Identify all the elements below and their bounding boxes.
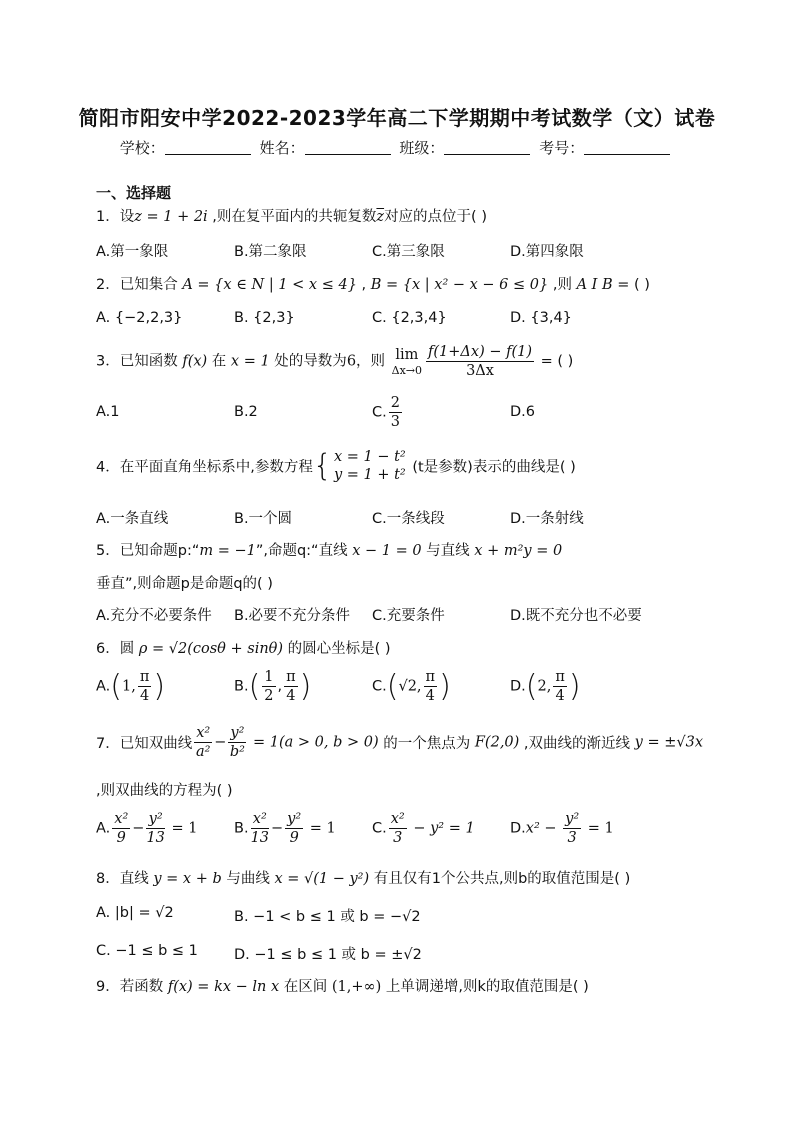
fraction bbox=[389, 810, 407, 847]
fraction bbox=[563, 810, 581, 847]
paren-icon: ( bbox=[525, 669, 538, 705]
option-label: B. bbox=[234, 678, 249, 695]
option-a[interactable]: A.第一象限 bbox=[96, 244, 169, 260]
question-4 bbox=[96, 448, 576, 484]
minus-sign: − bbox=[132, 820, 145, 837]
fraction-denominator: 4 bbox=[139, 688, 150, 705]
math-expr: 2, bbox=[537, 678, 552, 695]
question-text: ，则 bbox=[356, 353, 390, 370]
option-b[interactable]: B.2 bbox=[234, 404, 258, 420]
question-text: 已知命题p:“ bbox=[119, 543, 200, 559]
fraction-denominator: 2 bbox=[264, 688, 274, 705]
math-expr: x² − bbox=[525, 820, 562, 837]
option-b[interactable]: B.第二象限 bbox=[234, 244, 307, 260]
school-label: 学校： bbox=[119, 139, 165, 157]
fraction-denominator: 3 bbox=[567, 830, 577, 847]
question-1 bbox=[96, 205, 487, 226]
fraction-denominator: 3 bbox=[393, 830, 403, 847]
fraction-denominator: 3Δx bbox=[466, 363, 494, 380]
fraction bbox=[426, 343, 534, 380]
math-expr: (1,+∞) bbox=[331, 979, 382, 995]
math-expr: y = x + b bbox=[153, 871, 222, 887]
question-9 bbox=[96, 975, 589, 996]
page-title: 简阳市阳安中学2022-2023学年高二下学期期中考试数学（文）试卷 bbox=[78, 106, 716, 130]
question-7 bbox=[96, 724, 703, 761]
class-label: 班级： bbox=[399, 139, 445, 157]
math-expr: A = {x ∈ N | 1 < x ≤ 4} bbox=[182, 277, 357, 293]
math-expr: $\overline{z}$ bbox=[376, 209, 385, 225]
fraction bbox=[228, 724, 246, 761]
fraction-numerator: y² bbox=[285, 810, 303, 829]
math-expr: = 1 bbox=[305, 820, 336, 837]
fraction-denominator: b² bbox=[229, 744, 245, 761]
option-b[interactable]: B.必要不充分条件 bbox=[234, 608, 351, 624]
fraction bbox=[553, 668, 567, 705]
option-d[interactable] bbox=[510, 668, 581, 705]
option-label: A. bbox=[96, 678, 111, 695]
paren-icon: ) bbox=[153, 669, 166, 705]
option-a[interactable]: A.充分不必要条件 bbox=[96, 608, 212, 624]
option-a[interactable]: A. |b| = √2 bbox=[96, 905, 174, 921]
question-text: 在 bbox=[207, 353, 231, 370]
math-expr: ρ = √2(cosθ + sinθ) bbox=[138, 641, 284, 657]
option-label: A. bbox=[96, 820, 111, 837]
question-number: 8． bbox=[96, 871, 120, 887]
option-label: C. bbox=[372, 678, 387, 695]
fraction bbox=[285, 810, 303, 847]
comma: , bbox=[277, 678, 283, 695]
paren-icon: ( bbox=[248, 669, 261, 705]
lim-label: lim bbox=[395, 346, 419, 363]
fraction-denominator: 13 bbox=[146, 830, 165, 847]
fraction-numerator: x² bbox=[251, 810, 269, 829]
limit-expr bbox=[392, 346, 422, 378]
math-expr: x = 1 bbox=[230, 353, 270, 370]
math-expr: = 1(a > 0, b > 0) bbox=[248, 734, 379, 751]
lim-subscript: Δx→0 bbox=[391, 363, 423, 377]
option-c[interactable]: C. −1 ≤ b ≤ 1 bbox=[96, 943, 198, 959]
math-expr: x = √(1 − y²) bbox=[274, 871, 370, 887]
math-expr: A I B bbox=[576, 277, 613, 293]
paren-icon: ) bbox=[299, 669, 312, 705]
math-expr: 6 bbox=[346, 353, 357, 370]
option-d[interactable]: D.6 bbox=[510, 404, 535, 420]
question-5 bbox=[96, 539, 562, 560]
option-a[interactable] bbox=[96, 668, 165, 705]
question-text: 圆 bbox=[119, 641, 139, 657]
option-d[interactable]: D.第四象限 bbox=[510, 244, 584, 260]
option-label: C. bbox=[372, 820, 387, 837]
question-7-continued: ,则双曲线的方程为( ) bbox=[96, 783, 233, 799]
option-d[interactable]: D.一条射线 bbox=[510, 511, 584, 527]
fraction-numerator: y² bbox=[146, 810, 164, 829]
fraction-numerator: 2 bbox=[389, 394, 402, 413]
option-label: B. bbox=[234, 820, 249, 837]
fraction bbox=[138, 668, 152, 705]
section-heading: 一、选择题 bbox=[96, 184, 172, 202]
fraction bbox=[251, 810, 269, 847]
question-text: 对应的点位于( ) bbox=[384, 209, 487, 225]
question-text: 有且仅有1个公共点,则b的取值范围是( ) bbox=[369, 871, 631, 887]
option-label: D. bbox=[510, 820, 526, 837]
math-expr: f(x) bbox=[182, 353, 208, 370]
question-number: 6． bbox=[96, 641, 120, 657]
minus-sign: − bbox=[214, 734, 227, 751]
fraction-denominator: a² bbox=[196, 744, 211, 761]
question-number: 4． bbox=[96, 459, 120, 476]
fraction-numerator: 1 bbox=[262, 668, 275, 687]
fraction-numerator: π bbox=[553, 668, 567, 687]
math-expr: B = {x | x² − x − 6 ≤ 0} bbox=[370, 277, 549, 293]
option-c[interactable]: C.充要条件 bbox=[372, 608, 445, 624]
class-blank[interactable] bbox=[444, 140, 530, 155]
exam-number-label: 考号： bbox=[539, 139, 585, 157]
fraction-denominator: 9 bbox=[116, 830, 126, 847]
fraction bbox=[424, 668, 438, 705]
fraction-numerator: y² bbox=[228, 724, 246, 743]
equation-line: y = 1 + t² bbox=[333, 467, 406, 484]
question-text: 在平面直角坐标系中,参数方程 bbox=[119, 459, 313, 476]
equation-line: x = 1 − t² bbox=[333, 449, 406, 465]
question-text: 直线 bbox=[119, 871, 154, 887]
option-c[interactable] bbox=[372, 668, 451, 705]
question-8 bbox=[96, 867, 630, 888]
option-d[interactable] bbox=[510, 810, 614, 847]
question-text: , bbox=[356, 277, 371, 293]
question-text: (t是参数)表示的曲线是( ) bbox=[407, 459, 576, 476]
math-expr: = 1 bbox=[583, 820, 614, 837]
option-d[interactable]: D. {3,4} bbox=[510, 310, 572, 326]
fraction-denominator: 9 bbox=[289, 830, 299, 847]
option-b[interactable]: B.一个圆 bbox=[234, 511, 293, 527]
fraction-numerator: x² bbox=[194, 724, 212, 743]
fraction bbox=[389, 394, 402, 431]
option-label: D. bbox=[510, 678, 526, 695]
option-c[interactable]: C.一条线段 bbox=[372, 511, 445, 527]
question-5-continued: 垂直”,则命题p是命题q的( ) bbox=[96, 576, 273, 592]
question-text: 已知双曲线 bbox=[119, 736, 193, 753]
fraction bbox=[262, 668, 275, 705]
math-expr: x + m²y = 0 bbox=[474, 543, 563, 559]
equation-system bbox=[334, 448, 406, 484]
option-b[interactable] bbox=[234, 810, 336, 847]
option-b[interactable]: B. {2,3} bbox=[234, 310, 295, 326]
math-expr: √2, bbox=[398, 678, 422, 695]
option-a[interactable]: A.一条直线 bbox=[96, 511, 169, 527]
option-d[interactable]: D. −1 ≤ b ≤ 1 或 b = ±√2 bbox=[234, 947, 422, 963]
question-text: 已知集合 bbox=[119, 277, 183, 293]
fraction-numerator: x² bbox=[389, 810, 407, 829]
math-expr: m = −1 bbox=[199, 543, 256, 559]
math-expr: x − 1 = 0 bbox=[352, 543, 422, 559]
question-text: = ( ) bbox=[536, 353, 574, 370]
name-label: 姓名： bbox=[259, 139, 305, 157]
question-text: 的一个焦点为 bbox=[378, 736, 475, 753]
fraction-denominator: 4 bbox=[555, 688, 565, 705]
fraction-numerator: π bbox=[424, 668, 438, 687]
question-number: 7． bbox=[96, 736, 120, 753]
question-text: 设 bbox=[119, 209, 135, 225]
fraction bbox=[112, 810, 130, 847]
question-2 bbox=[96, 273, 650, 294]
fraction-numerator: π bbox=[138, 668, 152, 687]
fraction-denominator: 13 bbox=[250, 830, 270, 847]
paren-icon: ( bbox=[386, 669, 399, 705]
question-3 bbox=[96, 343, 573, 380]
option-c[interactable]: C.第三象限 bbox=[372, 244, 445, 260]
option-a[interactable]: A. {−2,2,3} bbox=[96, 310, 183, 326]
question-text: ,双曲线的渐近线 bbox=[519, 736, 635, 753]
math-expr: F(2,0) bbox=[474, 734, 520, 751]
fraction-numerator: y² bbox=[563, 810, 581, 829]
question-number: 2． bbox=[96, 277, 120, 293]
fraction-numerator: f(1+Δx) − f(1) bbox=[426, 343, 534, 362]
question-number: 1． bbox=[96, 209, 120, 225]
option-c[interactable] bbox=[372, 394, 404, 431]
option-label: C. bbox=[372, 404, 387, 421]
fraction-denominator: 3 bbox=[390, 414, 400, 431]
math-expr: f(x) = kx − ln x bbox=[167, 979, 280, 995]
fraction-numerator: x² bbox=[112, 810, 130, 829]
question-text: 在区间 bbox=[279, 979, 332, 995]
option-c[interactable] bbox=[372, 810, 475, 847]
question-number: 9． bbox=[96, 979, 120, 995]
question-text: ,则 bbox=[548, 277, 577, 293]
name-blank[interactable] bbox=[305, 140, 391, 155]
fraction-denominator: 4 bbox=[425, 688, 435, 705]
question-text: 的圆心坐标是( ) bbox=[283, 641, 391, 657]
fraction-numerator: π bbox=[284, 668, 298, 687]
fraction bbox=[194, 724, 212, 761]
student-info-line bbox=[0, 137, 794, 158]
question-text: 已知函数 bbox=[119, 353, 183, 370]
question-text: 若函数 bbox=[119, 979, 168, 995]
option-b[interactable] bbox=[234, 668, 311, 705]
question-text: 上单调递增,则k的取值范围是( ) bbox=[381, 979, 589, 995]
math-expr: 1, bbox=[122, 678, 136, 695]
fraction-denominator: 4 bbox=[286, 688, 296, 705]
math-expr: y = ±√3x bbox=[634, 734, 703, 751]
question-number: 3． bbox=[96, 353, 120, 370]
option-a[interactable]: A.1 bbox=[96, 404, 120, 420]
question-text: ,则在复平面内的共轭复数 bbox=[207, 209, 377, 225]
option-a[interactable] bbox=[96, 810, 197, 847]
school-blank[interactable] bbox=[165, 140, 251, 155]
option-b[interactable]: B. −1 < b ≤ 1 或 b = −√2 bbox=[234, 909, 421, 925]
minus-sign: − bbox=[271, 820, 284, 837]
exam-number-blank[interactable] bbox=[584, 140, 670, 155]
option-d[interactable]: D.既不充分也不必要 bbox=[510, 608, 642, 624]
paren-icon: ) bbox=[439, 669, 451, 705]
question-6 bbox=[96, 637, 391, 658]
math-expr: = 1 bbox=[166, 820, 198, 837]
question-number: 5． bbox=[96, 543, 120, 559]
math-expr: − y² = 1 bbox=[408, 820, 475, 837]
question-text: 与直线 bbox=[421, 543, 475, 559]
question-text: 处的导数为 bbox=[269, 353, 347, 370]
fraction bbox=[284, 668, 298, 705]
paren-icon: ( bbox=[110, 669, 122, 705]
question-text: 与曲线 bbox=[221, 871, 275, 887]
paren-icon: ) bbox=[568, 669, 581, 705]
brace-icon: { bbox=[312, 448, 332, 484]
question-text: ”,命题q:“直线 bbox=[255, 543, 353, 559]
math-expr: z = 1 + 2i bbox=[134, 209, 208, 225]
fraction bbox=[146, 810, 164, 847]
option-c[interactable]: C. {2,3,4} bbox=[372, 310, 447, 326]
question-text: = ( ) bbox=[612, 277, 650, 293]
